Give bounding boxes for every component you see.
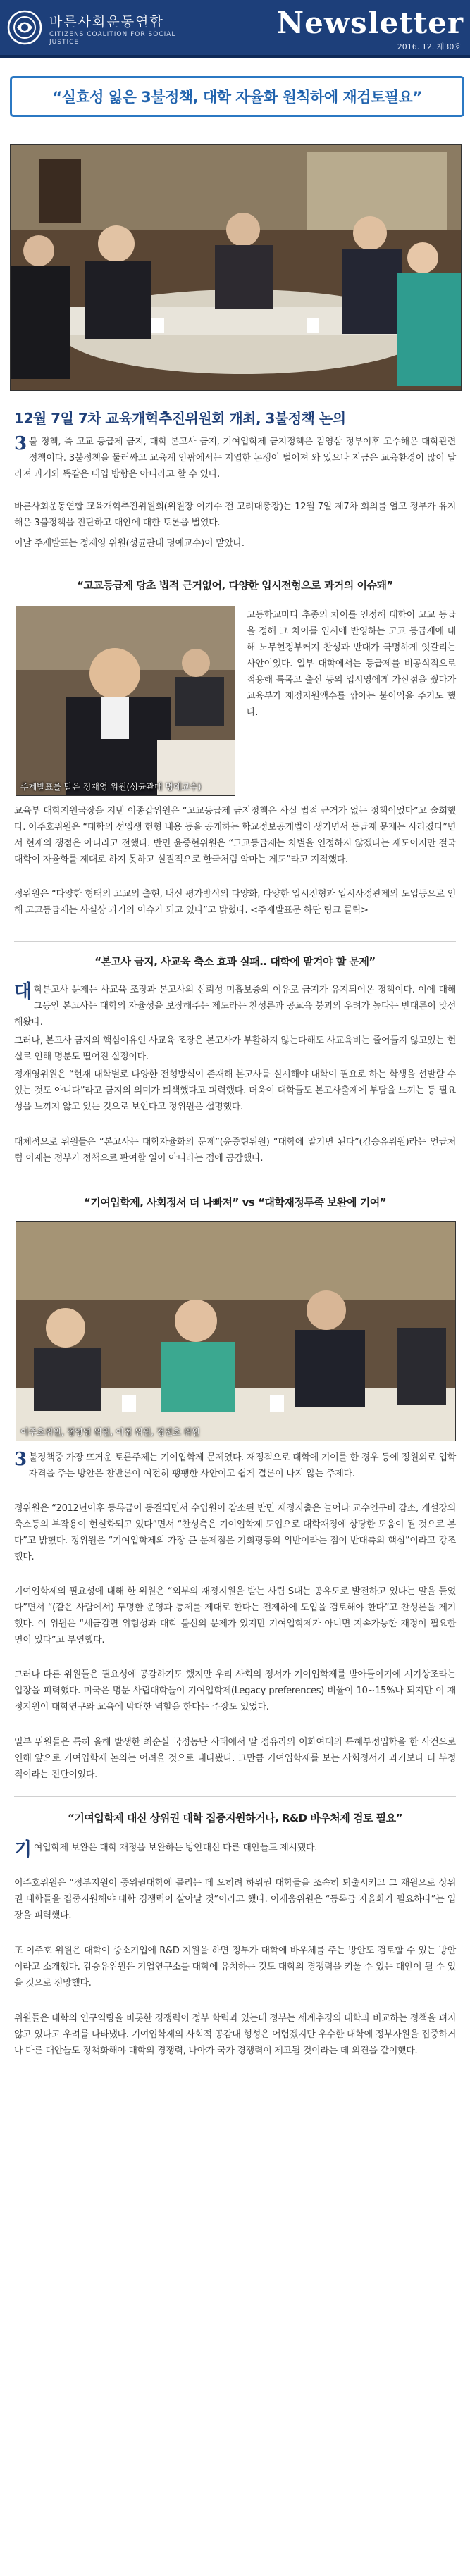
org-name-english: CITIZENS COALITION FOR SOCIAL JUSTICE bbox=[49, 31, 176, 46]
dropcap: 대 bbox=[14, 981, 32, 1002]
committee-photo-caption: 이주호위원, 정영영 위원, 이정 위원, 정진호 위원 bbox=[20, 1427, 200, 1437]
section1-body-2: 정위원은 “다양한 형태의 고교의 출현, 내신 평가방식의 다양화, 다양한 입시전형과 입시사정관제의 도입등으로 인해 고교등급제는 사실상 과거의 이슈가 되고 있다”고 밝혔다. <주제발표문 하단 링크 클릭> bbox=[14, 889, 456, 916]
section3-body-3: 기여입학제의 필요성에 대해 한 위원은 “외부의 재정지원을 받는 사립 S대는 공유도로 발전하고 있다는 말을 들었다”면서 “(같은 사람에서) 투명한 운영과 통제를 제대로 한다는 전제하에 도입을 검토해야 한다”고 찬성론을 제기했다. 이 위원은 “세금감면 위험성과 대학 불신의 문제가 있지만 기여입학제가 아니면 지속가능한 재정이 필요한 면이 있다”고 부연했다. bbox=[14, 1586, 456, 1645]
dropcap: 3 bbox=[14, 1449, 27, 1470]
section-divider bbox=[14, 1796, 456, 1797]
presenter-photo bbox=[16, 606, 235, 796]
committee-photo bbox=[16, 1221, 456, 1441]
section-divider bbox=[14, 941, 456, 942]
dropcap: 기 bbox=[14, 1839, 32, 1860]
section2-body-4: 대체적으로 위원들은 “본고사는 대학자율화의 문제”(윤증현위원) “대학에 맡기면 된다”(김승유위원)라는 언급처럼 이제는 정부가 정책으로 판여할 일이 아니라는 점에 공감했다. bbox=[14, 1137, 456, 1164]
section4-title: “기여입학제 대신 상위권 대학 집중지원하거나, R&D 바우처제 검토 필요” bbox=[67, 1812, 402, 1824]
section3-body-5: 일부 위원들은 특히 올해 발생한 최순실 국정농단 사태에서 딸 정유라의 이화여대의 특혜부정입학을 한 사건으로 인해 앞으로 기여입학제 논의는 어려울 것으로 내다봤다. 그만큼 기여입학제를 보는 사회정서가 과거보다 더 부정적이라는 진단이었다. bbox=[14, 1737, 456, 1780]
newsletter-header bbox=[0, 0, 470, 58]
section3-body-2: 정위원은 “2012년이후 등록금이 동결되면서 수입원이 감소된 반면 재정지출은 늘어나 교수연구비 감소, 개설강의 축소등의 부작용이 현실화되고 있다”면서 “찬성측은 기여입학제 도입으로 대학재정에 상당한 도움이 될 것으로 본다”고 밝혔다. 정위원은 “기여입학제의 가장 큰 문제점은 기회평등의 위반이라는 점이 반대측의 핵심”이라고 강조했다. bbox=[14, 1503, 456, 1562]
section3-body-4: 그러나 다른 위원들은 필요성에 공감하기도 했지만 우리 사회의 정서가 기여입학제를 받아들이기에 시기상조라는 입장을 피력했다. 미국은 명문 사립대학들이 기여입학제(Legacy preferences) 비율이 10~15%나 되지만 이 재정지원이 대학연구와 교육에 막대한 역할을 한다는 주장도 있었다. bbox=[14, 1669, 456, 1712]
section1-body-1: 교육부 대학지원국장을 지낸 이종갑위원은 “고교등급제 금지정책은 사실 법적 근거가 없는 정책이었다”고 술회했다. 이주호위원은 “대학의 선입생 헌형 내용 등을 공개하는 학교정보공개법이 생기면서 등급제 문제는 사라졌다”면서 현재의 쟁점은 아니라고 전했다. 반면 윤증현위원은 “고교등급제는 차별을 인정하지 않겠다는 제도이지만 결국 대학이 자율화를 제대로 하지 못하고 실질적으로 한국처럼 악마는 제도”라고 지적했다. bbox=[14, 806, 456, 865]
section3-body-1: 3 불정책중 가장 뜨거운 토론주제는 기여입학제 문제였다. 재정적으로 대학에 기여를 한 경우 등에 정원외로 입학자격을 주는 방안은 찬반론이 여전히 팽팽한 사안이고 쉽게 결론이 나지 않는 주제다. bbox=[14, 1449, 456, 1479]
presenter-photo-caption: 주제발표를 맡은 정재영 위원(성균관대 명예교수) bbox=[20, 782, 202, 792]
section1-side-text: 고등학교마다 추종의 차이를 인정해 대학이 고교 등급을 정해 그 차이를 입시에 반영하는 고교 등급제에 대해 노무현정부커지 찬성과 반대가 극명하게 엇갈리는 사안이었다. 일부 대학에서는 등급제를 비공식적으로 적용해 특목고 출신 등의 입시영에게 가산점을 줬다가 교육부가 재정지원액수를 깎아는 불이익을 주기도 했다. bbox=[247, 610, 456, 718]
article-title: 12월 7일 7차 교육개혁추진위원회 개최, 3불정책 논의 bbox=[14, 410, 346, 427]
section4-body-3: 또 이주호 위원은 대학이 중소기업에 R&D 지원을 하면 정부가 대학에 바우체를 주는 방안도 검토할 수 있는 방안이라고 소개했다. 김승유위원은 기업연구소를 대학에 유치하는 것도 대학의 경쟁력을 키울 수 있는 대안이 될 수 있을 것으로 전망했다. bbox=[14, 1946, 456, 1989]
section2-body-2: 그러나, 본고사 금지의 핵심이유인 사교육 조장은 본고사가 부활하지 않는다해도 사교육비는 줄어들지 않고있는 현실로 인해 명분도 떨어진 실정이다. bbox=[14, 1035, 456, 1062]
headline-banner: “실효성 잃은 3불정책, 대학 자율화 원칙하에 재검토필요” bbox=[10, 76, 464, 117]
section4-body-2: 이주호위원은 “정부지원이 중위권대학에 몰리는 데 오히려 하위권 대학들을 조속히 퇴출시키고 그 재원으로 상위권 대학들을 집중지원해야 대학 경쟁력이 살아날 것”이라고 했다. 이재웅위원은 “등록금 자율화가 필요하다”는 입장을 피력했다. bbox=[14, 1878, 456, 1921]
section3-title: “기여입학제, 사회정서 더 나빠져” vs “대학재정투족 보완에 기여” bbox=[83, 1196, 387, 1209]
article-intro-3: 이날 주제발표는 정재영 위원(성균관대 명예교수)이 맡았다. bbox=[14, 538, 245, 549]
section2-body-1: 대학본고사 문제는 사교육 조장과 본고사의 신뢰성 미흡보증의 이유로 금지가 유지되어온 정책이다. 이에 대해 그동안 본고사는 대학의 자율성을 보장해주는 제도라는 찬성론과 공교육 붕괴의 우려가 높다는 반대론이 맞선해왔다. bbox=[14, 981, 456, 1028]
article-intro-1: 3 불 정책, 즉 고교 등급제 금지, 대학 본고사 금지, 기여입학제 금지정책은 김영삼 정부이후 고수해온 대학관련 정책이다. 3불정책을 둘러싸고 교육계 안팎에서는 지엽한 논쟁이 벌어져 와 있으나 지금은 교육환경이 많이 달라져 과거와 똑같은 대입 방향은 아니라고 할 수 있다. bbox=[14, 433, 456, 480]
dropcap: 3 bbox=[14, 433, 27, 454]
org-name-korean: 바른사회운동연합 bbox=[49, 14, 164, 30]
issue-number: 2016. 12. 제30호 bbox=[397, 42, 462, 51]
org-logo bbox=[7, 7, 190, 48]
section4-body-4: 위원들은 대학의 연구역량을 비롯한 경쟁력이 정부 학력과 있는데 정부는 세계추경의 대학과 비교하는 정책을 펴지 않고 있다고 우려를 나타냈다. 기여입학제의 사회적 공감대 형성은 어렵겠지만 우수한 대학에 정부자원을 집중하거나 다른 대안들도 정책화해야 대학의 경쟁력, 나아가 국가 경쟁력이 제고될 것이라는 데 의견을 같이했다. bbox=[14, 2013, 456, 2056]
section2-title: “본고사 금지, 사교육 축소 효과 실패.. 대학에 맡겨야 할 문제” bbox=[94, 955, 376, 968]
section4-body-1: 기여입학제 보완은 대학 재정을 보완하는 방안대신 다른 대안들도 제시됐다. bbox=[14, 1839, 318, 1860]
meeting-photo bbox=[10, 144, 462, 391]
section2-body-3: 정재영위원은 “현재 대학별로 다양한 전형방식이 존재해 본고사를 실시해야 대학이 필요로 하는 학생을 선발할 수 있는 것도 아니다”라고 금지의 의미가 퇴색했다고 피력했다. 더욱이 대학들도 본고사출제에 부담을 느끼는 등 필요성을 느끼지 않고 있는 것으로 보인다고 정위원은 설명했다. bbox=[14, 1069, 456, 1112]
section1-title: “고교등급제 당초 법적 근거없어, 다양한 입시전형으로 과거의 이슈돼” bbox=[77, 579, 393, 592]
newsletter-title: Newsletter bbox=[276, 6, 464, 40]
article-intro-2: 바른사회운동연합 교육개혁추진위원회(위원장 이기수 전 고려대총장)는 12월 7일 제7차 회의를 열고 정부가 유지해온 3불정책을 진단하고 대안에 대한 토론을 벌였다. bbox=[14, 502, 456, 528]
org-emblem-icon bbox=[7, 10, 42, 45]
